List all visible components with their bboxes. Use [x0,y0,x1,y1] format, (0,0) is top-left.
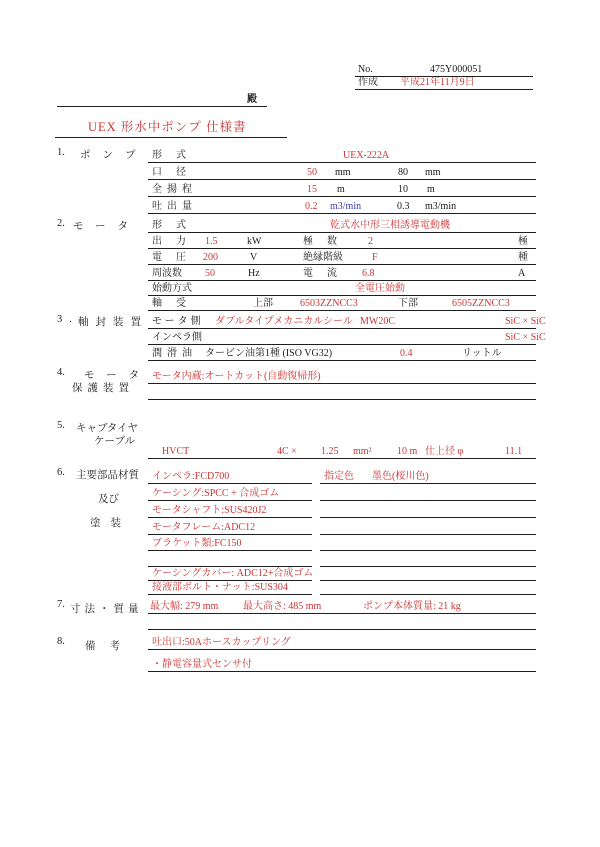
motor-starting-label: 始動方式 [152,283,192,294]
bearing-lower-value: 6505ZZNCC3 [452,298,510,309]
cable-size-unit: mm² [353,446,372,457]
seal-impeller-side-row [148,329,546,345]
section-4-label-1: モータ [84,370,152,381]
cable-size: 1.25 [321,446,339,457]
section-5-label-2: ケーブル [94,436,136,447]
lube-qty: 0.4 [400,348,413,359]
motor-voltage-label: 電圧 [152,252,200,263]
section-5-number: 5. [57,420,65,431]
pump-bore-value-2: 80 [398,167,408,178]
motor-insulation-value: F [372,252,378,263]
paint-blank-row [320,519,536,535]
max-width: 最大幅: 279 mm [150,601,219,612]
motor-output-label: 出力 [152,236,200,247]
material-value: インペラ:FCD700 [152,471,230,482]
section-6-label-2: 及び [98,494,119,505]
pump-flow-value-2: 0.3 [397,201,410,212]
motor-current-value: 6.8 [362,268,375,279]
section-8-number: 8. [57,636,65,647]
motor-bearing-row [148,295,536,311]
remark-1: 吐出口:50Aホースカップリング [152,637,291,648]
material-row [148,579,312,595]
motor-starting-row [148,280,536,296]
seal-motor-side-label: モータ側 [152,316,204,327]
motor-model-value: 乾式水中形三相誘導電動機 [330,220,450,231]
material-row [148,485,312,501]
lube-unit: リットル [462,348,502,359]
pump-bore-unit-2: mm [425,167,441,178]
paint-blank-row [320,535,536,551]
created-label: 作成 [358,77,378,88]
material-row [148,468,312,484]
material-value: ケーシング:SPCC + 合成ゴム [152,488,280,499]
seal-impeller-side-label: インペラ側 [152,332,202,343]
seal-type: ダブルタイプメカニカルシール [215,316,353,327]
seal-code: MW20C [360,316,395,327]
section-7-number: 7. [57,599,65,610]
pump-mass: ポンプ本体質量: 21 kg [363,601,461,612]
material-value: モータシャフト:SUS420J2 [152,505,267,516]
lube-value: タービン油第1種 (ISO VG32) [205,348,333,359]
section-3-label: 軸封装置 [78,317,148,328]
motor-poles-unit: 極 [518,236,528,247]
motor-starting-value: 全電圧始動 [355,283,405,294]
bearing-upper-value: 6503ZZNCC3 [300,298,358,309]
protector-value: モータ内蔵:オートカット(自動復帰形) [152,371,321,382]
motor-current-label: 電流 [303,268,351,279]
motor-output-row [148,233,536,249]
remark-row [148,634,536,650]
section-4-number: 4. [57,367,65,378]
section-6-number: 6. [57,467,65,478]
seal-motor-side-row [148,313,546,329]
max-height: 最大高さ: 485 mm [243,601,322,612]
pump-model-row [148,147,536,163]
created-date: 平成21年11月9日 [400,77,475,88]
motor-model-row [148,217,536,233]
section-4-label-2: 保護装置 [72,383,134,394]
seal-lube-row [148,345,536,361]
pump-head-unit-1: m [337,184,345,195]
material-value: ブラケット類:FC150 [152,538,242,549]
page-title: UEX 形水中ポンプ 仕様書 [88,120,247,134]
bearing-lower-label: 下部 [398,298,418,309]
cable-od: 11.1 [505,446,523,457]
section-2-number: 2. [57,218,65,229]
doc-created-row [355,74,533,90]
motor-current-unit: A [518,268,526,279]
addressee-row [57,91,267,107]
motor-voltage-row [148,249,536,265]
motor-frequency-value: 50 [205,268,215,279]
pump-bore-value-1: 50 [307,167,317,178]
section-8-label: 備考 [85,641,134,652]
section-2-label: モータ [73,221,141,232]
paint-row [320,468,536,484]
material-row [148,519,312,535]
pump-head-row [148,181,536,197]
motor-model-label: 形式 [152,220,200,231]
pump-flow-label: 吐出量 [152,201,197,212]
pump-bore-label: 口径 [152,167,200,178]
motor-output-value: 1.5 [205,236,218,247]
material-row [148,535,312,551]
pump-flow-row [148,198,536,214]
motor-poles-label: 極数 [303,236,351,247]
remark-2: ・静電容量式センサ付 [152,659,252,670]
section-6-label-3: 塗装 [90,518,131,529]
material-value: モータフレーム:ADC12 [152,522,256,533]
pump-flow-value-1: 0.2 [305,201,318,212]
addressee-suffix: 殿 [247,94,257,105]
motor-voltage-value: 200 [203,252,218,263]
paint-blank-row [320,502,536,518]
paint-blank-row [320,579,536,595]
section-3-number: 3. [57,314,79,325]
doc-no-label: No. [358,64,373,75]
motor-frequency-unit: Hz [248,268,260,279]
motor-output-unit: kW [247,236,262,247]
motor-frequency-row [148,265,536,281]
section-7-label: 寸法・質量 [70,604,143,615]
lube-label: 潤滑油 [152,348,197,359]
pump-flow-unit-2: m3/min [425,201,457,212]
pump-head-label: 全揚程 [152,184,197,195]
seal-faces-motor: SiC × SiC [505,316,546,327]
cable-type: HVCT [162,446,190,457]
section-1-label: ポンプ [80,150,148,161]
pump-bore-unit-1: mm [335,167,351,178]
pump-model-value: UEX-222A [343,150,390,161]
section-5-label-1: キャブタイヤ [76,423,139,434]
paint-label: 指定色 [324,471,354,482]
material-value: ケーシングカバー: ADC12+合成ゴム [152,568,314,579]
material-row [148,502,312,518]
pump-head-value-2: 10 [398,184,408,195]
pump-flow-unit-1: m3/min [330,201,362,212]
cable-finish-label: 仕上径 φ [425,446,464,457]
seal-faces-impeller: SiC × SiC [505,332,546,343]
protector-row [148,368,536,384]
pump-head-unit-2: m [427,184,435,195]
dimensions-row [148,598,536,614]
section-6-label-1: 主要部品材質 [76,470,139,481]
motor-insulation-label: 絶縁階級 [303,252,343,263]
pump-head-value-1: 15 [307,184,317,195]
motor-frequency-label: 周波数 [152,268,182,279]
protector-blank-row [148,384,536,400]
title-underline [55,120,287,138]
remark-row [148,656,536,672]
paint-blank-row [320,485,536,501]
paint-value: 墨色(桜川色) [372,471,429,482]
doc-no-value: 475Y000051 [430,64,483,75]
cable-row [148,443,536,459]
material-value: 接液部ボルト・ナット:SUS304 [152,582,288,593]
pump-bore-row [148,164,536,180]
cable-length: 10 m [397,446,418,457]
cable-cores: 4C × [277,446,297,457]
dimensions-blank-row [148,614,536,630]
bearing-upper-label: 上部 [253,298,273,309]
motor-insulation-unit: 種 [518,252,528,263]
motor-bearing-label: 軸受 [152,298,200,309]
motor-voltage-unit: V [250,252,258,263]
pump-model-label: 形式 [152,150,200,161]
section-1-number: 1. [57,147,65,158]
motor-poles-value: 2 [368,236,373,247]
